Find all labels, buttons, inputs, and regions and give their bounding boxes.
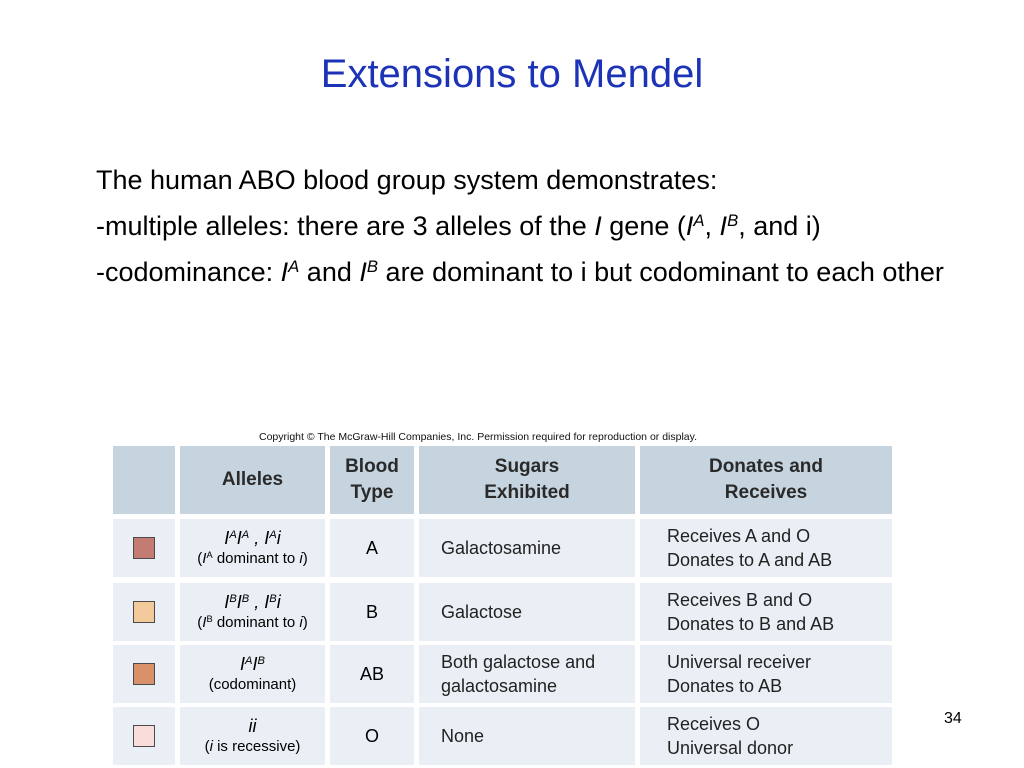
allele-note: (codominant) <box>208 676 297 693</box>
allele-genotypes: $I^AI^A$ , $I^Ai$ <box>224 528 281 548</box>
color-swatch <box>133 601 155 623</box>
swatch-cell <box>113 519 175 577</box>
header-donates: Donates and Receives <box>640 446 892 514</box>
slide-title: Extensions to Mendel <box>320 52 704 96</box>
intro-text: The human ABO blood group system demonstrates: <box>96 165 718 195</box>
header-blank <box>113 446 175 514</box>
header-sugars: Sugars Exhibited <box>419 446 635 514</box>
donates-text: Donates to AB <box>667 676 783 696</box>
receives-text: Receives O <box>667 714 761 734</box>
copyright-notice: Copyright © The McGraw-Hill Companies, Inc. Permission required for reproduction or display. <box>259 431 698 443</box>
header-blood-type: Blood Type <box>330 446 414 514</box>
alleles-cell <box>180 707 325 765</box>
donates-text: Universal donor <box>667 738 794 758</box>
alleles-cell <box>180 519 325 577</box>
donates-text: Donates to A and AB <box>667 550 833 570</box>
allele-genotypes: ii <box>248 716 257 736</box>
blood-type-table <box>113 446 892 762</box>
sugars-cell: Both galactose and galactosamine <box>419 645 635 703</box>
donates-cell <box>640 645 892 703</box>
color-swatch <box>133 537 155 559</box>
allele-note: (i is recessive) <box>204 738 301 755</box>
blood-type-cell: AB <box>330 645 414 703</box>
swatch-cell <box>113 583 175 641</box>
receives-text: Universal receiver <box>667 652 812 672</box>
receives-text: Receives A and O <box>667 526 811 546</box>
color-swatch <box>133 725 155 747</box>
allele-genotypes: $I^AI^B$ <box>240 654 265 674</box>
donates-text: Donates to B and AB <box>667 614 835 634</box>
blood-type-cell: A <box>330 519 414 577</box>
sugars-cell: Galactose <box>419 583 635 641</box>
donates-cell <box>640 583 892 641</box>
receives-text: Receives B and O <box>667 590 813 610</box>
color-swatch <box>133 663 155 685</box>
donates-cell <box>640 707 892 765</box>
allele-note: ($I^B$ dominant to i) <box>197 613 308 631</box>
header-alleles: Alleles <box>180 446 325 514</box>
allele-note: ($I^A$ dominant to i) <box>197 549 308 567</box>
alleles-cell <box>180 645 325 703</box>
blood-type-cell: O <box>330 707 414 765</box>
codominance-bullet: -codominance: $I^A$ and $I^B$ are dominant to i but codominant to each other <box>96 256 944 287</box>
multiple-alleles-bullet: -multiple alleles: there are 3 alleles of the I gene ($I^A$, $I^B$, and i) <box>96 210 821 241</box>
allele-genotypes: $I^BI^B$ , $I^Bi$ <box>224 592 281 612</box>
swatch-cell <box>113 645 175 703</box>
page-number: 34 <box>944 710 962 727</box>
blood-type-cell: B <box>330 583 414 641</box>
slide-body <box>96 162 956 300</box>
alleles-cell <box>180 583 325 641</box>
donates-cell <box>640 519 892 577</box>
sugars-cell: Galactosamine <box>419 519 635 577</box>
swatch-cell <box>113 707 175 765</box>
sugars-cell: None <box>419 707 635 765</box>
